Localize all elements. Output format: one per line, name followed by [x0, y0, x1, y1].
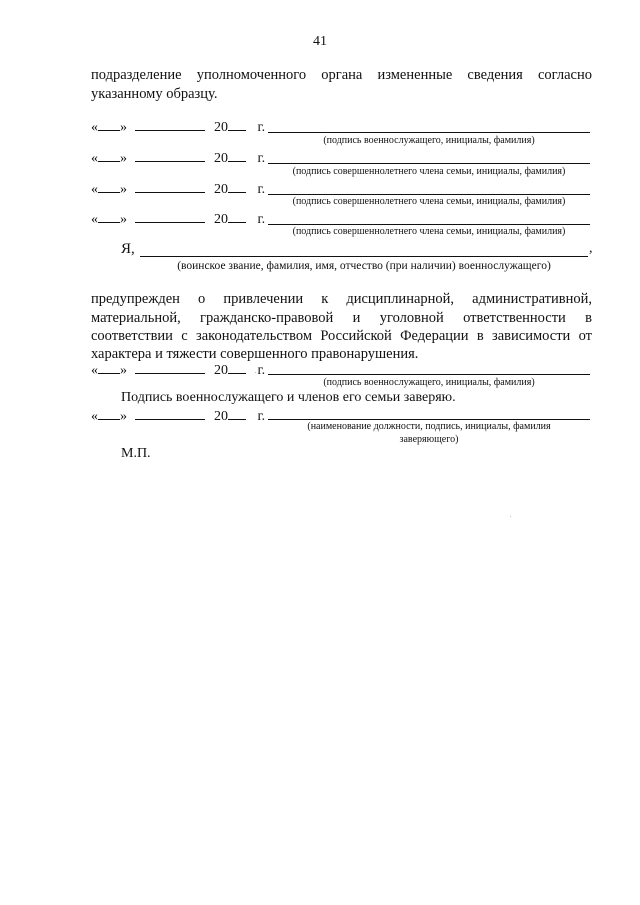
date-field: « » 20 г. — [91, 151, 266, 166]
declarant-line — [140, 256, 588, 257]
warning-line-3: соответствии с законодательством Российской Федерации в зависимости от — [91, 328, 592, 344]
signature-caption: (подпись совершеннолетнего члена семьи, инициалы, фамилия) — [292, 226, 566, 237]
signature-caption: (подпись совершеннолетнего члена семьи, инициалы, фамилия) — [292, 166, 566, 177]
certifier-caption-line-1: (наименование должности, подпись, инициалы, фамилия — [307, 421, 551, 432]
signature-caption: (подпись совершеннолетнего члена семьи, инициалы, фамилия) — [292, 196, 566, 207]
final-signature-caption: (подпись военнослужащего, инициалы, фамилия) — [323, 377, 535, 388]
warning-line-4: характера и тяжести совершенного правонарушения. — [91, 346, 419, 362]
signature-line — [268, 132, 590, 133]
signature-line — [268, 163, 590, 164]
declarant-suffix: , — [589, 241, 593, 256]
intro-line-1: подразделение уполномоченного органа измененные сведения согласно — [91, 67, 592, 83]
signature-line — [268, 224, 590, 225]
declarant-prefix: Я, — [121, 241, 135, 257]
date-field: « » 20 г. — [91, 363, 266, 378]
certification-text: Подпись военнослужащего и членов его семьи заверяю. — [121, 390, 456, 405]
date-field: « » 20 г. — [91, 409, 266, 424]
date-field: « » 20 г. — [91, 182, 266, 197]
date-field: « » 20 г. — [91, 120, 266, 135]
signature-line — [268, 374, 590, 375]
scan-speck — [510, 516, 511, 517]
intro-line-2: указанному образцу. — [91, 86, 218, 102]
date-field: « » 20 г. — [91, 212, 266, 227]
page-number: 41 — [313, 34, 327, 49]
signature-line — [268, 419, 590, 420]
warning-line-2: материальной, гражданско-правовой и уголовной ответственности в — [91, 310, 592, 326]
declarant-caption: (воинское звание, фамилия, имя, отчество (при наличии) военнослужащего) — [177, 260, 551, 272]
signature-caption: (подпись военнослужащего, инициалы, фамилия) — [323, 135, 535, 146]
scan-speck — [255, 372, 256, 373]
stamp-place: М.П. — [121, 446, 151, 461]
warning-line-1: предупрежден о привлечении к дисциплинарной, административной, — [91, 291, 592, 307]
certifier-caption-line-2: заверяющего) — [399, 434, 459, 445]
signature-line — [268, 194, 590, 195]
